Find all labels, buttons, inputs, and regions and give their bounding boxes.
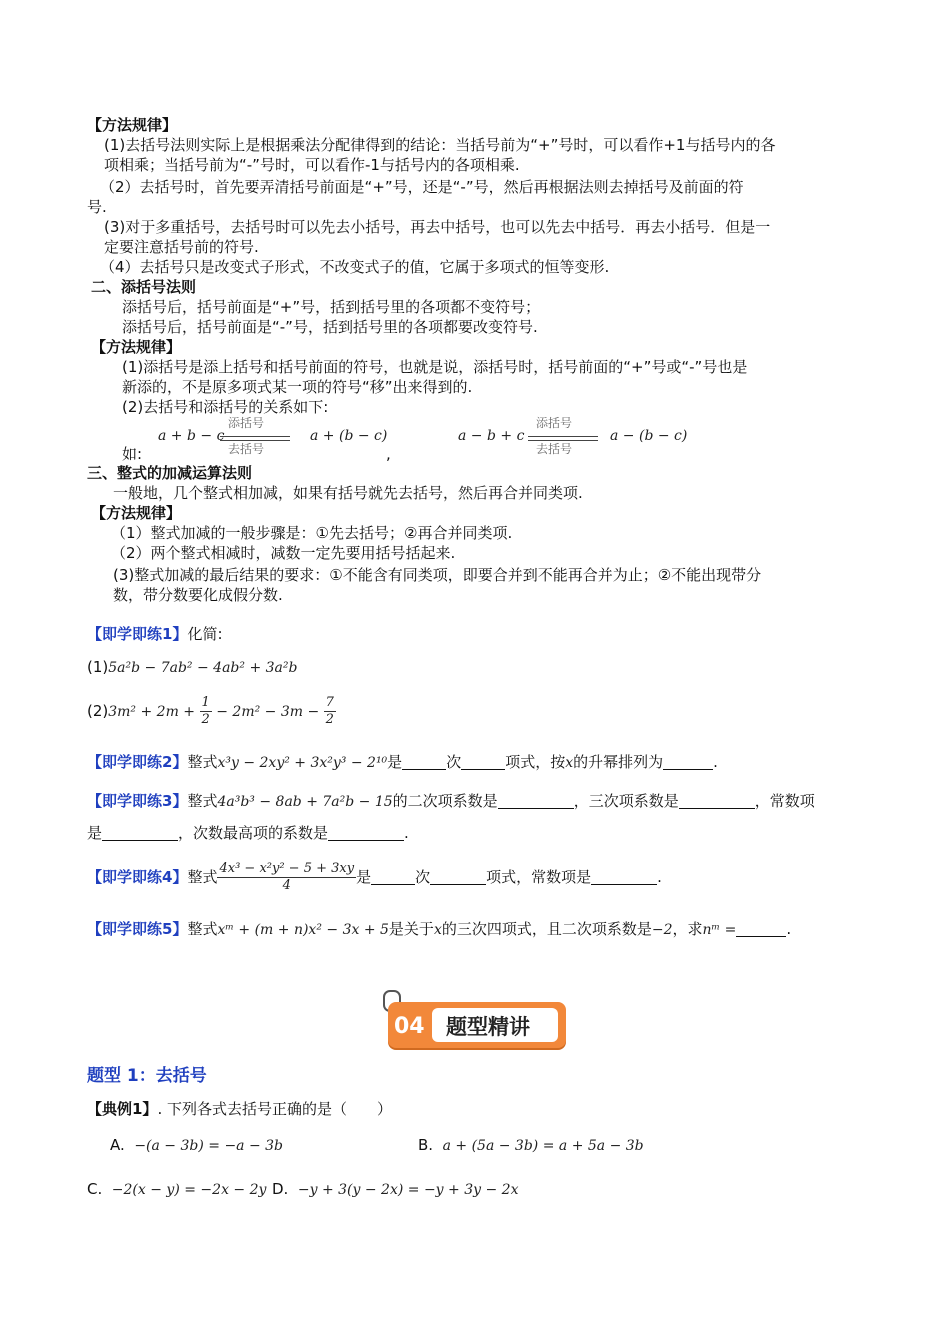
fraction-numerator: 7	[325, 695, 334, 710]
option-a[interactable]	[110, 1135, 283, 1156]
section2-rule2: 添括号后，括号前面是“-”号，括到括号里的各项都要改变符号.	[122, 318, 538, 336]
exercise-2-expression: x³y − 2xy² + 3x²y³ − 2¹⁰	[217, 755, 388, 771]
exercise-5	[87, 919, 791, 940]
text: 是	[87, 824, 103, 842]
method-heading-1: 【方法规律】	[87, 116, 178, 134]
method2-p1a: (1)添括号是添上括号和括号前面的符号，也就是说，添括号时，括号前面的“+”号或“-”号也是	[122, 358, 748, 376]
remove-bracket-label: 去括号	[536, 442, 573, 456]
answer-blank[interactable]	[679, 792, 755, 809]
method1-p2a: （2）去括号时，首先要弄清括号前面是“+”号，还是“-”号，然后再根据法则去掉括号及前面的符	[100, 178, 744, 196]
exercise-3-line2	[87, 823, 409, 843]
text: 是关于	[388, 920, 434, 938]
text: 整式	[187, 753, 218, 771]
exercise-4-label: 【即学即练4】	[87, 868, 188, 886]
text: ，常数项	[754, 792, 815, 810]
text: 整式	[187, 792, 218, 810]
text: ，三次项系数是	[573, 792, 679, 810]
section-badge	[388, 1002, 566, 1048]
relation-ex2-right: a − (b − c)	[610, 428, 688, 444]
text: .	[657, 868, 662, 886]
exercise-5-target: nᵐ =	[702, 922, 737, 938]
text: ，次数最高项的系数是	[178, 824, 329, 842]
text: 次	[446, 753, 462, 771]
text: 是	[356, 868, 372, 886]
variable: x	[433, 922, 442, 938]
section3-step3a: (3)整式加减的最后结果的要求：①不能含有同类项，即要合并到不能再合并为止；②不能出现带分	[113, 566, 762, 584]
q2-part-b: − 2m² − 3m −	[211, 704, 324, 720]
exercise-3-expression: 4a³b³ − 8ab + 7a²b − 15	[217, 794, 393, 810]
text: .	[713, 753, 718, 771]
option-label: D.	[272, 1180, 289, 1198]
exercise-4-fraction	[217, 861, 356, 894]
example-comma: ,	[386, 445, 391, 463]
section2-rule1: 添括号后，括号前面是“+”号，括到括号里的各项都不变符号；	[122, 298, 541, 316]
method2-p1b: 新添的，不是原多项式某一项的符号“移”出来得到的.	[122, 378, 473, 396]
exercise-1-q2	[87, 695, 336, 728]
arrow-forward	[528, 436, 598, 437]
answer-blank[interactable]	[430, 868, 486, 885]
method1-p4: （4）去括号只是改变式子形式，不改变式子的值，它属于多项式的恒等变形.	[100, 258, 610, 276]
answer-blank[interactable]	[402, 753, 446, 770]
section3-step3b: 数，带分数要化成假分数.	[113, 586, 283, 604]
arrow-forward	[220, 436, 290, 437]
section3-step1: （1）整式加减的一般步骤是：①先去括号；②再合并同类项.	[111, 524, 513, 542]
exercise-1-q1	[87, 657, 297, 678]
remove-bracket-label: 去括号	[228, 442, 265, 456]
exercise-1-label: 【即学即练1】	[87, 625, 188, 643]
answer-blank[interactable]	[371, 868, 415, 885]
text: 整式	[187, 920, 218, 938]
fraction-denominator: 4	[282, 878, 291, 893]
badge-number: 04	[394, 1014, 425, 1039]
exercise-4	[87, 858, 662, 896]
text: 项式，常数项是	[486, 868, 592, 886]
example-1	[87, 1099, 392, 1119]
fraction-denominator: 2	[201, 712, 210, 727]
text: ，求	[672, 920, 703, 938]
text: 的二次项系数是	[392, 792, 498, 810]
option-d[interactable]	[272, 1179, 518, 1200]
q1-expression: 5a²b − 7ab² − 4ab² + 3a²b	[108, 660, 298, 676]
exercise-5-expression: xᵐ + (m + n)x² − 3x + 5	[217, 922, 389, 938]
option-label: C.	[87, 1180, 103, 1198]
option-text: −(a − 3b) = −a − 3b	[134, 1138, 284, 1154]
exercise-5-label: 【即学即练5】	[87, 920, 188, 938]
section3-step2: （2）两个整式相减时，减数一定先要用括号括起来.	[111, 544, 456, 562]
answer-blank[interactable]	[663, 753, 713, 770]
exercise-2-label: 【即学即练2】	[87, 753, 188, 771]
example-1-question: . 下列各式去括号正确的是（ ）	[157, 1100, 392, 1118]
fraction-numerator: 1	[201, 695, 210, 710]
q2-fraction-1	[200, 695, 212, 728]
answer-blank[interactable]	[461, 753, 505, 770]
relation-ex1-arrows	[220, 416, 290, 456]
coefficient-value: −2	[651, 922, 673, 938]
add-bracket-label: 添括号	[228, 416, 265, 430]
type1-title: 题型 1：去括号	[87, 1066, 207, 1086]
q2-fraction-2	[324, 695, 336, 728]
text: 的三次四项式，且二次项系数是	[441, 920, 652, 938]
method-heading-2: 【方法规律】	[91, 338, 182, 356]
method1-p3b: 定要注意括号前的符号.	[104, 238, 259, 256]
q2-part-a: 3m² + 2m +	[108, 704, 200, 720]
section2-heading: 二、添括号法则	[91, 278, 197, 296]
method2-p2: (2)去括号和添括号的关系如下:	[122, 398, 329, 416]
q2-number: (2)	[87, 702, 109, 720]
exercise-3-label: 【即学即练3】	[87, 792, 188, 810]
exercise-3	[87, 791, 815, 812]
section3-rule: 一般地，几个整式相加减，如果有括号就先去括号，然后再合并同类项.	[113, 484, 583, 502]
answer-blank[interactable]	[328, 824, 404, 841]
example-1-label: 【典例1】	[87, 1100, 158, 1118]
relation-ex1-left: a + b − c	[158, 428, 225, 444]
option-text: a + (5a − 3b) = a + 5a − 3b	[442, 1138, 644, 1154]
exercise-2	[87, 752, 718, 773]
relation-ex2-left: a − b + c	[458, 428, 525, 444]
exercise-1	[87, 624, 223, 644]
option-c[interactable]	[87, 1179, 266, 1200]
section3-heading: 三、整式的加减运算法则	[87, 464, 253, 482]
q1-number: (1)	[87, 658, 109, 676]
example-ru: 如:	[122, 445, 143, 463]
text: .	[404, 824, 409, 842]
variable: x	[565, 755, 574, 771]
answer-blank[interactable]	[591, 868, 657, 885]
method1-p2b: 号.	[87, 198, 107, 216]
add-bracket-label: 添括号	[536, 416, 573, 430]
answer-blank[interactable]	[102, 824, 178, 841]
relation-ex1-right: a + (b − c)	[310, 428, 388, 444]
fraction-denominator: 2	[325, 712, 334, 727]
relation-ex2-arrows	[528, 416, 598, 456]
option-b[interactable]	[418, 1135, 644, 1156]
option-label: B.	[418, 1136, 434, 1154]
option-label: A.	[110, 1136, 125, 1154]
answer-blank[interactable]	[736, 920, 786, 937]
option-text: −y + 3(y − 2x) = −y + 3y − 2x	[297, 1182, 519, 1198]
method-heading-3: 【方法规律】	[91, 504, 182, 522]
badge-title: 题型精讲	[446, 1015, 530, 1039]
method1-p1b: 项相乘；当括号前为“-”号时，可以看作-1与括号内的各项相乘.	[104, 156, 520, 174]
text: .	[786, 920, 792, 938]
text: 次	[415, 868, 431, 886]
text: 整式	[187, 868, 218, 886]
answer-blank[interactable]	[498, 792, 574, 809]
text: 的升幂排列为	[573, 753, 664, 771]
method1-p1a: (1)去括号法则实际上是根据乘法分配律得到的结论：当括号前为“+”号时，可以看作+1与括号内的各	[104, 136, 776, 154]
exercise-1-text: 化简:	[187, 625, 223, 643]
text: 是	[387, 753, 403, 771]
text: 项式，按	[505, 753, 566, 771]
fraction-numerator: 4x³ − x²y² − 5 + 3xy	[219, 861, 355, 876]
option-text: −2(x − y) = −2x − 2y	[111, 1182, 267, 1198]
method1-p3a: (3)对于多重括号，去括号时可以先去小括号，再去中括号，也可以先去中括号．再去小括号．但是一	[104, 218, 771, 236]
